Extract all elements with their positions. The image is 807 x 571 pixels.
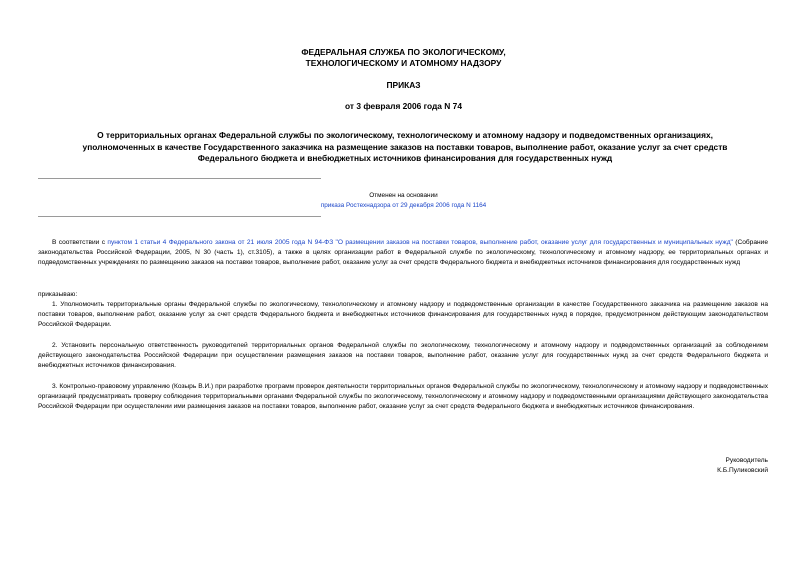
order-word: приказываю: <box>38 291 78 298</box>
agency-line-1: ФЕДЕРАЛЬНАЯ СЛУЖБА ПО ЭКОЛОГИЧЕСКОМУ, <box>301 47 506 57</box>
document-type: ПРИКАЗ <box>386 80 421 90</box>
document-date: от 3 февраля 2006 года N 74 <box>345 101 462 111</box>
title-line-3: Федерального бюджета и внебюджетных источников финансирования для государственных нужд <box>197 153 613 163</box>
title-line-2: уполномоченных в качестве Государственного заказчика на размещение заказов на поставки товаров, выполнение работ, оказание услуг за счет средств <box>82 141 728 152</box>
document-title <box>60 130 750 165</box>
order-item-2: 2. Установить персональную ответственность руководителей территориальных органов Федеральной службы по экологическому, технологическому и атомному надзору и подведомственных организаций за соблюдением действующего законодательства Российской Федерации при осуществлении размещения заказов на поставки товаров, выполнение работ, оказание услуг для государственных нужд за счет средств Федерального бюджета и внебюджетных источников финансирования. <box>38 342 768 369</box>
order-item-1: 1. Уполномочить территориальные органы Федеральной службы по экологическому, технологическому и атомному надзору и подведомственные организации в качестве Государственного заказчика на размещение заказов на поставки товаров, выполнение работ, оказание услуг за счет средств Федерального бюджета и внебюджетных источников финансирования для государственных нужд в порядке, предусмотренном действующим законодательством Российской Федерации. <box>38 301 768 328</box>
intro-prefix: В соответствии с <box>52 239 108 246</box>
intro-paragraph <box>38 238 768 268</box>
signature-name: К.Б.Пуликовский <box>717 467 768 474</box>
agency-line-2: ТЕХНОЛОГИЧЕСКОМУ И АТОМНОМУ НАДЗОРУ <box>305 58 502 68</box>
cancellation-link[interactable]: приказа Ростехнадзора от 29 декабря 2006 года N 1164 <box>320 202 487 209</box>
law-reference-link[interactable]: пунктом 1 статьи 4 Федерального закона от 21 июля 2005 года N 94-ФЗ "О размещении заказов на поставки товаров, выполнение работ, оказание услуг для государственных и муниципальных нужд" <box>107 239 733 246</box>
cancellation-note: Отменен на основании <box>369 192 438 199</box>
agency-name <box>0 47 807 69</box>
intro-suffix: (Собрание законодательства Российской Федерации, 2005, N 30 (часть 1), ст.3105), а также в целях организации работ в Федеральной службе по экологическому, технологическому и атомному надзору, ее территориальных органах и подведомственных учреждениях по размещению заказов на поставки товаров, выполнение работ, оказание услуг за счет средств Федерального бюджета и внебюджетных источников финансирования для государственных нужд <box>38 239 768 266</box>
divider-top <box>38 178 321 179</box>
order-item-3: 3. Контрольно-правовому управлению (Козырь В.И.) при разработке программ проверок деятельности территориальных органов Федеральной службы по экологическому, технологическому и атомному надзору и подведомственных организаций предусматривать проверку соблюдения территориальными органами Федеральной службы по экологическому, технологическому и атомному надзору и подведомственными организациями действующего законодательства Российской Федерации при осуществлении ими размещения заказов на поставки товаров, выполнение работ, оказание услуг за счет средств Федерального бюджета и внебюджетных источников финансирования. <box>38 383 768 410</box>
signature-role: Руководитель <box>725 457 768 464</box>
title-line-1: О территориальных органах Федеральной службы по экологическому, технологическому и атомному надзору и подведомственных организациях, <box>97 130 713 140</box>
divider-bottom <box>38 216 321 217</box>
